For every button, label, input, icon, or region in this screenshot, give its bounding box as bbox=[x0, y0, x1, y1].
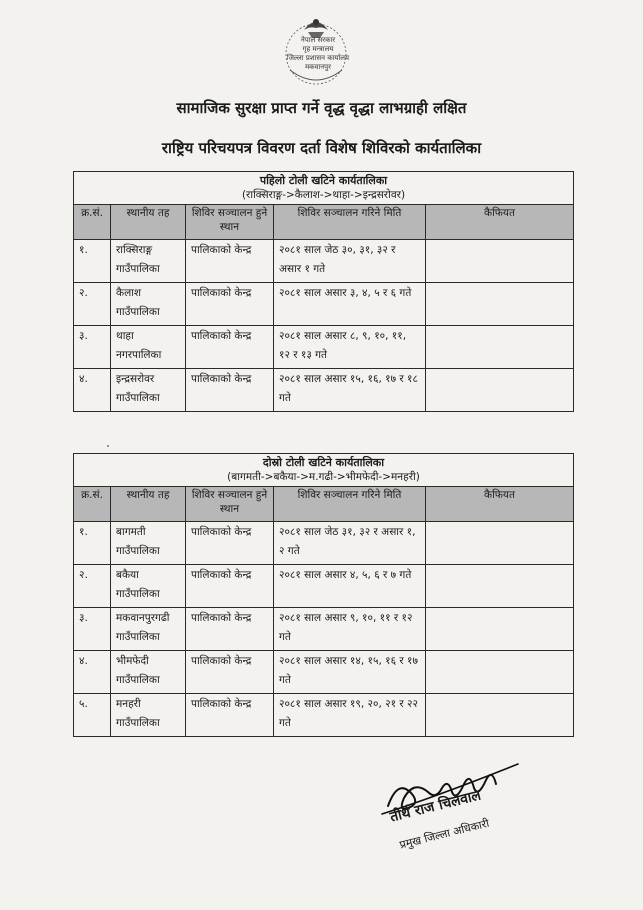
cell-place: पालिकाको केन्द्र bbox=[186, 694, 274, 737]
cell-date: २०८१ साल असार ३, ४, ५ र ६ गते bbox=[274, 283, 426, 326]
cell-local: थाहा नगरपालिका bbox=[111, 326, 186, 369]
cell-remarks bbox=[426, 608, 574, 651]
cell-sn: २. bbox=[74, 565, 111, 608]
cell-place: पालिकाको केन्द्र bbox=[186, 240, 274, 283]
column-header-local-level: स्थानीय तह bbox=[111, 487, 186, 522]
team1-route: (राक्सिराङ्ग->कैलाश->थाहा->इन्द्रसरोवर) bbox=[241, 189, 406, 201]
cell-local: मनहरी गाउँपालिका bbox=[111, 694, 186, 737]
cell-date: २०८१ साल असार ८, ९, १०, ११, १२ र १३ गते bbox=[274, 326, 426, 369]
cell-sn: १. bbox=[74, 240, 111, 283]
cell-place: पालिकाको केन्द्र bbox=[186, 651, 274, 694]
table-caption bbox=[74, 454, 574, 487]
scan-speck bbox=[107, 445, 109, 447]
table-caption bbox=[74, 172, 574, 205]
cell-date: २०८१ साल जेठ ३१, ३२ र असार १, २ गते bbox=[274, 522, 426, 565]
column-header-local-level: स्थानीय तह bbox=[111, 205, 186, 240]
cell-remarks bbox=[426, 565, 574, 608]
signatory-title: प्रमुख जिल्ला अधिकारी bbox=[398, 816, 491, 852]
seal-line: मकवानपुर bbox=[305, 63, 331, 71]
cell-date: २०८१ साल जेठ ३०, ३१, ३२ र असार १ गते bbox=[274, 240, 426, 283]
cell-place: पालिकाको केन्द्र bbox=[186, 326, 274, 369]
cell-remarks bbox=[426, 369, 574, 412]
cell-place: पालिकाको केन्द्र bbox=[186, 608, 274, 651]
cell-remarks bbox=[426, 326, 574, 369]
cell-local: इन्द्रसरोवर गाउँपालिका bbox=[111, 369, 186, 412]
column-header-sn: क्र.सं. bbox=[74, 487, 111, 522]
column-header-camp-place: शिविर सञ्चालन हुने स्थान bbox=[186, 205, 274, 240]
cell-remarks bbox=[426, 283, 574, 326]
cell-local: बागमती गाउँपालिका bbox=[111, 522, 186, 565]
table-row bbox=[74, 326, 574, 369]
team1-schedule-table bbox=[73, 171, 574, 412]
cell-local: बकैया गाउँपालिका bbox=[111, 565, 186, 608]
cell-date: २०८१ साल असार ४, ५, ६ र ७ गते bbox=[274, 565, 426, 608]
cell-date: २०८१ साल असार १९, २०, २१ र २२ गते bbox=[274, 694, 426, 737]
cell-sn: ४. bbox=[74, 651, 111, 694]
cell-remarks bbox=[426, 522, 574, 565]
team1-title: पहिलो टोली खटिने कार्यतालिका bbox=[259, 174, 388, 187]
team2-title: दोस्रो टोली खटिने कार्यतालिका bbox=[262, 456, 385, 469]
cell-local: मकवानपुरगढी गाउँपालिका bbox=[111, 608, 186, 651]
seal-line: गृह मन्त्रालय bbox=[302, 45, 334, 53]
table-row bbox=[74, 522, 574, 565]
column-header-camp-place: शिविर सञ्चालन हुने स्थान bbox=[186, 487, 274, 522]
cell-remarks bbox=[426, 694, 574, 737]
cell-local: कैलाश गाउँपालिका bbox=[111, 283, 186, 326]
column-header-remarks: कैफियत bbox=[426, 205, 574, 240]
cell-place: पालिकाको केन्द्र bbox=[186, 522, 274, 565]
table-row bbox=[74, 694, 574, 737]
cell-place: पालिकाको केन्द्र bbox=[186, 565, 274, 608]
cell-sn: ४. bbox=[74, 369, 111, 412]
table-row bbox=[74, 283, 574, 326]
seal-line: नेपाल सरकार bbox=[300, 36, 336, 44]
document-title-line2: राष्ट्रिय परिचयपत्र विवरण दर्ता विशेष शिविरको कार्यतालिका bbox=[161, 139, 482, 157]
cell-local: भीमफेदी गाउँपालिका bbox=[111, 651, 186, 694]
cell-date: २०८१ साल असार १५, १६, १७ र १८ गते bbox=[274, 369, 426, 412]
table-row bbox=[74, 651, 574, 694]
cell-date: २०८१ साल असार १४, १५, १६ र १७ गते bbox=[274, 651, 426, 694]
cell-sn: १. bbox=[74, 522, 111, 565]
table-row bbox=[74, 369, 574, 412]
cell-remarks bbox=[426, 651, 574, 694]
cell-local: राक्सिराङ्ग गाउँपालिका bbox=[111, 240, 186, 283]
cell-sn: ५. bbox=[74, 694, 111, 737]
cell-place: पालिकाको केन्द्र bbox=[186, 283, 274, 326]
document-title-line1: सामाजिक सुरक्षा प्राप्त गर्ने वृद्ध वृद्धा लाभग्राही लक्षित bbox=[176, 99, 467, 117]
table-row bbox=[74, 565, 574, 608]
column-header-camp-date: शिविर सञ्चालन गरिने मिति bbox=[274, 487, 426, 522]
cell-sn: ३. bbox=[74, 608, 111, 651]
seal-line: जिल्ला प्रशासन कार्यालय bbox=[286, 54, 350, 62]
column-header-sn: क्र.सं. bbox=[74, 205, 111, 240]
cell-sn: ३. bbox=[74, 326, 111, 369]
table-row bbox=[74, 608, 574, 651]
cell-sn: २. bbox=[74, 283, 111, 326]
team2-schedule-table bbox=[73, 453, 574, 737]
table-row bbox=[74, 240, 574, 283]
team2-route: (बागमती->बकैया->म.गढी->भीमफेदी->मनहरी) bbox=[227, 471, 420, 483]
column-header-remarks: कैफियत bbox=[426, 487, 574, 522]
cell-date: २०८१ साल असार ९, १०, ११ र १२ गते bbox=[274, 608, 426, 651]
cell-place: पालिकाको केन्द्र bbox=[186, 369, 274, 412]
cell-remarks bbox=[426, 240, 574, 283]
signatory-name: तीर्थ राज चिलवाल bbox=[388, 787, 483, 826]
column-header-camp-date: शिविर सञ्चालन गरिने मिति bbox=[274, 205, 426, 240]
